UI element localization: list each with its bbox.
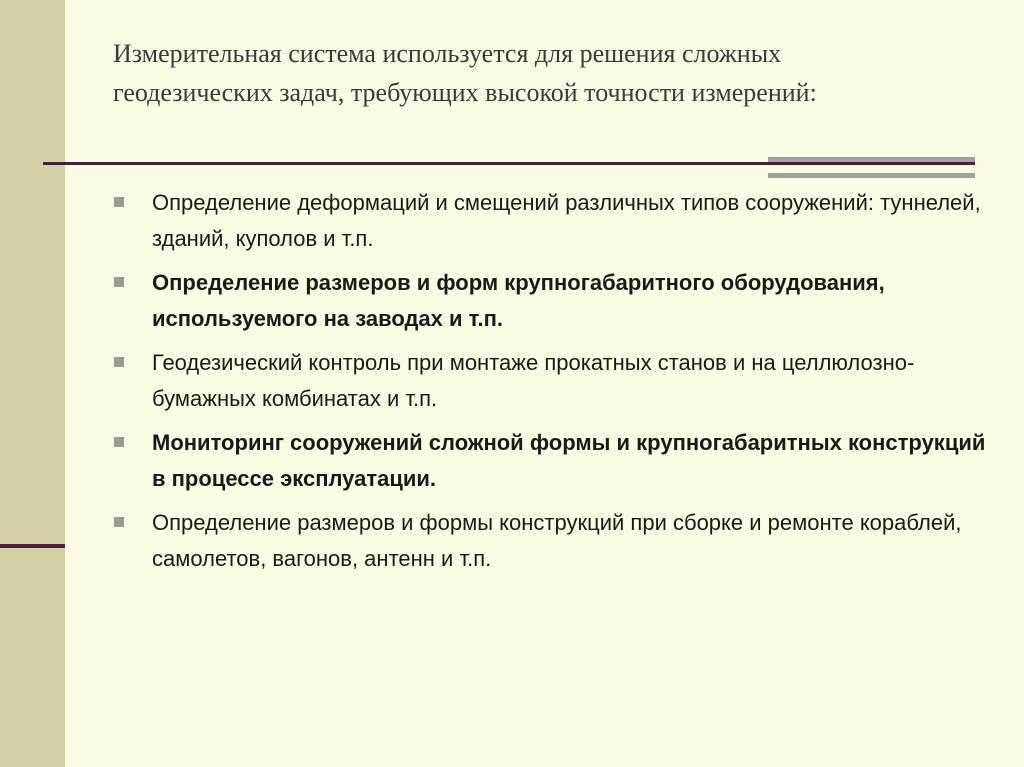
- bullet-text: Определение размеров и формы конструкций при сборке и ремонте кораблей, самолетов, вагонов, антенн и т.п.: [152, 510, 962, 571]
- bullet-item: [111, 185, 991, 256]
- square-bullet-icon: [114, 357, 124, 367]
- title-accent-bars: [768, 157, 975, 178]
- bullet-text: Мониторинг сооружений сложной формы и крупногабаритных конструкций в процессе эксплуатации.: [152, 430, 986, 491]
- square-bullet-icon: [114, 437, 124, 447]
- accent-bar-top: [768, 157, 975, 162]
- side-bar-divider: [0, 544, 65, 548]
- decorative-side-bar: [0, 0, 65, 767]
- bullet-text: Определение деформаций и смещений различных типов сооружений: туннелей, зданий, куполов и т.п.: [152, 190, 981, 251]
- bullet-item: [111, 505, 991, 576]
- bullet-list: [111, 185, 991, 585]
- square-bullet-icon: [114, 197, 124, 207]
- square-bullet-icon: [114, 517, 124, 527]
- accent-bar-bottom: [768, 173, 975, 178]
- bullet-text: Определение размеров и форм крупногабаритного оборудования, используемого на заводах и т.п.: [152, 270, 885, 331]
- bullet-item: [111, 265, 991, 336]
- bullet-item: [111, 345, 991, 416]
- bullet-text: Геодезический контроль при монтаже прокатных станов и на целлюлозно-бумажных комбинатах и т.п.: [152, 350, 915, 411]
- bullet-item: [111, 425, 991, 496]
- slide-title: Измерительная система используется для решения сложных геодезических задач, требующих высокой точности измерений:: [113, 39, 817, 107]
- square-bullet-icon: [114, 277, 124, 287]
